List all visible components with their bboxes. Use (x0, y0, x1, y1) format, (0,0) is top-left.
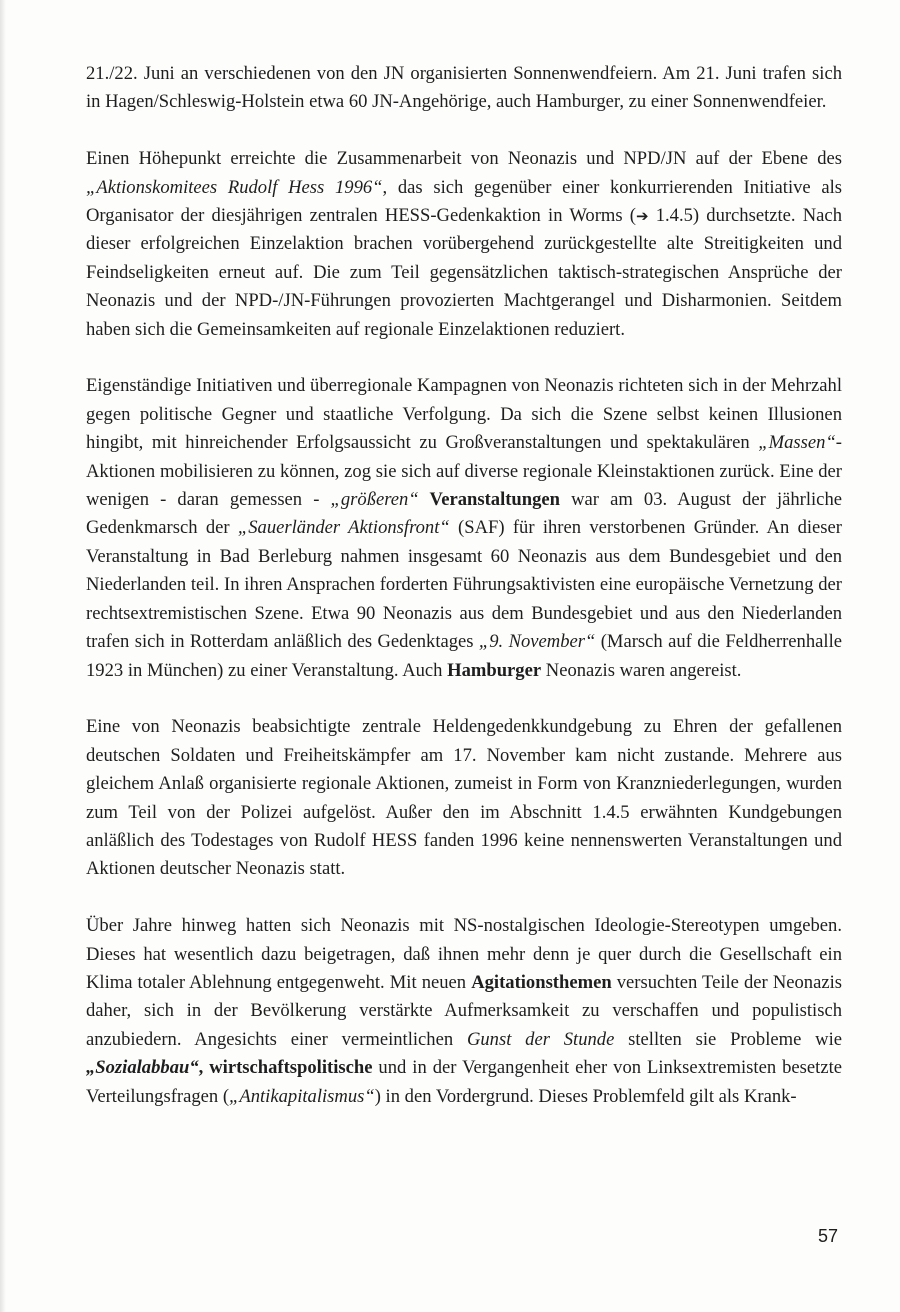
italic-term: „größeren“ (330, 489, 419, 511)
text-run: (Marsch auf die Feldherrenhalle 1923 in München) zu einer Veranstaltung. Auch (86, 631, 842, 681)
italic-term: „Antikapitalismus“ (229, 1085, 375, 1107)
cross-reference-arrow-icon: ➔ (635, 207, 649, 226)
page-edge-shadow (0, 0, 6, 1312)
text-run: Eine von Neonazis beabsichtigte zentrale Heldengedenkkundgebung zu Ehren der gefallenen deutschen Soldaten und Freiheitskämpfer am 17. November kam nicht zustande. Mehrere aus gleichem Anlaß organisierte regionale Aktionen, zumeist in Form von Kranzniederlegungen, wurden zum Teil von der Polizei aufgelöst. Außer den im Abschnitt 1.4.5 erwähnten Kundgebungen anläßlich des Todestages von Rudolf HESS fanden 1996 keine nennenswerten Veranstaltungen und Aktionen deutscher Neonazis statt. (86, 716, 842, 880)
italic-term: „Massen“ (758, 432, 836, 454)
bold-term: Agitationsthemen (471, 971, 612, 993)
italic-term: „9. November“ (478, 631, 596, 653)
text-run: stellten sie Probleme wie (614, 1028, 842, 1050)
text-run: Über Jahre hinweg hatten sich Neonazis mit NS-nostalgischen Ideologie-Stereotypen umgeben. Dieses hat wesentlich dazu beigetragen, daß ihnen mehr denn je quer durch die Gesellschaft ein Klima totaler Ablehnung entgegenweht. Mit neuen (86, 915, 842, 993)
text-run: versuchten Teile der Neonazis daher, sich in der Bevölkerung verstärkte Aufmerksamkeit zu verschaffen und populistisch anzubiedern. Angesichts einer vermeintlichen (86, 971, 842, 1050)
bold-term (86, 1057, 199, 1078)
text-run: und in der Vergangenheit eher von Linksextremisten besetzte Verteilungsfragen ( (86, 1057, 842, 1107)
text-run: 21./22. Juni an verschiedenen von den JN organisierten Sonnenwendfeiern. Am 21. Juni trafen sich in Hagen/Schleswig-Holstein etwa 60 JN-Angehörige, auch Hamburger, zu einer Sonnenwendfeier. (86, 63, 842, 113)
paragraph-2 (86, 145, 842, 344)
paragraph-1 (86, 60, 842, 117)
paragraph-3 (86, 372, 842, 684)
text-run: Neonazis waren angereist. (541, 659, 742, 681)
text-run: -Aktionen mobilisieren zu können, zog sie sich auf diverse regionale Kleinstaktionen zurück. Eine der wenigen - daran gemessen - (86, 432, 842, 511)
text-run: Einen Höhepunkt erreichte die Zusammenarbeit von Neonazis und NPD/JN auf der Ebene des (86, 148, 842, 170)
bold-term: , wirtschaftspolitische (198, 1057, 373, 1079)
bold-italic-term: „Sozialabbau“ (86, 1057, 199, 1079)
page-number: 57 (817, 1226, 838, 1246)
text-run: (SAF) für ihren verstorbenen Gründer. An dieser Veranstaltung in Bad Berleburg nahmen insgesamt 60 Neonazis aus dem Bundesgebiet und den Niederlanden teil. In ihren Ansprachen forderten Führungsaktivisten eine europäische Vernetzung der rechtsextremistischen Szene. Etwa 90 Neonazis aus dem Bundesgebiet und aus den Niederlanden trafen sich in Rotterdam anläßlich des Gedenktages (86, 517, 842, 653)
text-run: , das sich gegenüber einer konkurrierenden Initiative als Organisator der diesjährigen zentralen HESS-Gedenkaktion in Worms ( (86, 176, 843, 227)
italic-term: „Aktionskomitees Rudolf Hess 1996“ (86, 176, 383, 198)
paragraph-5 (86, 912, 842, 1111)
italic-term: Gunst der Stunde (466, 1028, 615, 1050)
text-run: 1.4.5) durchsetzte. Nach dieser erfolgreichen Einzelaktion brachen vorübergehend zurückgestellte alte Streitigkeiten und Feindseligkeiten erneut auf. Die zum Teil gegensätzlichen taktisch-strategischen Ansprüche der Neonazis und der NPD-/JN-Führungen provozierten Machtgerangel und Disharmonien. Seitdem haben sich die Gemeinsamkeiten auf regionale Einzelaktionen reduziert. (86, 205, 842, 340)
document-body (86, 60, 842, 1139)
paragraph-4 (86, 713, 842, 883)
bold-term: Hamburger (447, 659, 542, 681)
bold-term: Veranstaltungen (418, 489, 560, 511)
text-run: ) in den Vordergrund. Dieses Problemfeld gilt als Krank- (374, 1085, 797, 1107)
text-run: war am 03. August der jährliche Gedenkmarsch der (86, 489, 842, 539)
text-run: Eigenständige Initiativen und überregionale Kampagnen von Neonazis richteten sich in der Mehrzahl gegen politische Gegner und staatliche Verfolgung. Da sich die Szene selbst keinen Illusionen hingibt, mit hinreichender Erfolgsaussicht zu Großveranstaltungen und spektakulären (86, 375, 842, 454)
italic-term: „Sauerländer Aktionsfront“ (237, 517, 450, 539)
